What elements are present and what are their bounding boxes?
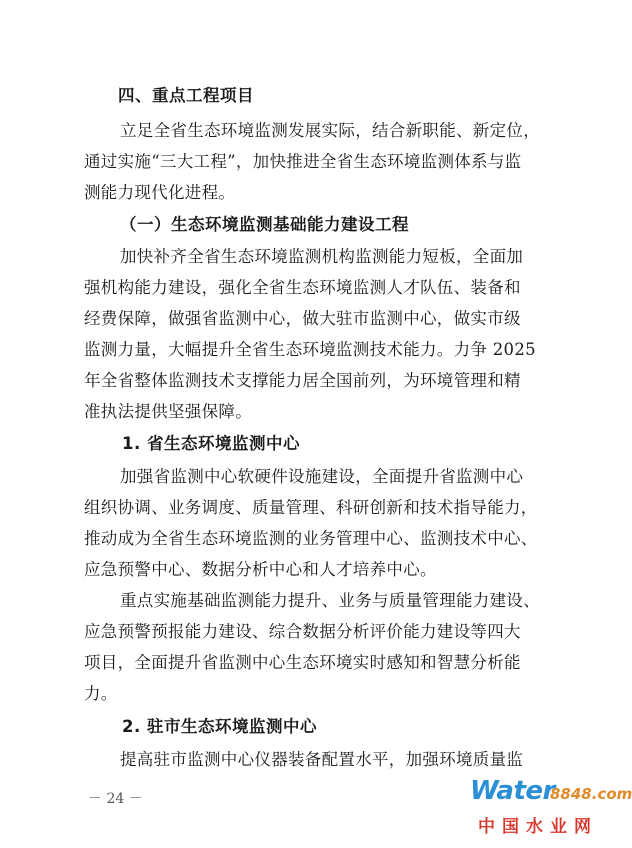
watermark-brand: Water xyxy=(470,776,555,806)
paragraph-line: 力。 xyxy=(84,684,118,703)
paragraph-line: 组织协调、业务调度、质量管理、科研创新和技术指导能力， xyxy=(84,498,538,517)
paragraph-line: 推动成为全省生态环境监测的业务管理中心、监测技术中心、 xyxy=(84,529,538,548)
item-heading: 1. 省生态环境监测中心 xyxy=(122,434,300,453)
watermark-number-digits: 8848 xyxy=(550,785,592,803)
intro-line: 测能力现代化进程。 xyxy=(84,183,236,202)
section-heading: 四、重点工程项目 xyxy=(118,86,254,105)
paragraph-line: 重点实施基础监测能力提升、业务与质量管理能力建设、 xyxy=(120,591,540,610)
intro-line: 通过实施“三大工程”，加快推进全省生态环境监测体系与监 xyxy=(84,152,522,171)
paragraph-line: 应急预警中心、数据分析中心和人才培养中心。 xyxy=(84,560,437,579)
page-number: － 24 － xyxy=(88,791,143,807)
paragraph-line: 提高驻市监测中心仪器装备配置水平，加强环境质量监 xyxy=(120,750,524,769)
paragraph-line: 强机构能力建设，强化全省生态环境监测人才队伍、装备和 xyxy=(84,278,521,297)
watermark-number xyxy=(550,785,632,803)
paragraph-line: 经费保障，做强省监测中心，做大驻市监测中心，做实市级 xyxy=(84,309,521,328)
watermark-suffix: .com xyxy=(591,785,632,803)
paragraph-line: 项目，全面提升省监测中心生态环境实时感知和智慧分析能 xyxy=(84,653,521,672)
watermark-subtitle: 中国水业网 xyxy=(478,817,598,837)
paragraph-line: 监测力量，大幅提升全省生态环境监测技术能力。力争 2025 xyxy=(84,340,536,359)
watermark-logo xyxy=(470,776,632,844)
paragraph-line: 加强省监测中心软硬件设施建设，全面提升省监测中心 xyxy=(120,467,524,486)
paragraph-line: 应急预警预报能力建设、综合数据分析评价能力建设等四大 xyxy=(84,622,521,641)
subsection-heading: （一）生态环境监测基础能力建设工程 xyxy=(120,215,409,234)
intro-line: 立足全省生态环境监测发展实际，结合新职能、新定位， xyxy=(120,121,540,140)
paragraph-line: 准执法提供坚强保障。 xyxy=(84,402,252,421)
paragraph-line: 年全省整体监测技术支撑能力居全国前列，为环境管理和精 xyxy=(84,371,521,390)
item-heading: 2. 驻市生态环境监测中心 xyxy=(122,717,317,736)
paragraph-line: 加快补齐全省生态环境监测机构监测能力短板，全面加 xyxy=(120,247,524,266)
